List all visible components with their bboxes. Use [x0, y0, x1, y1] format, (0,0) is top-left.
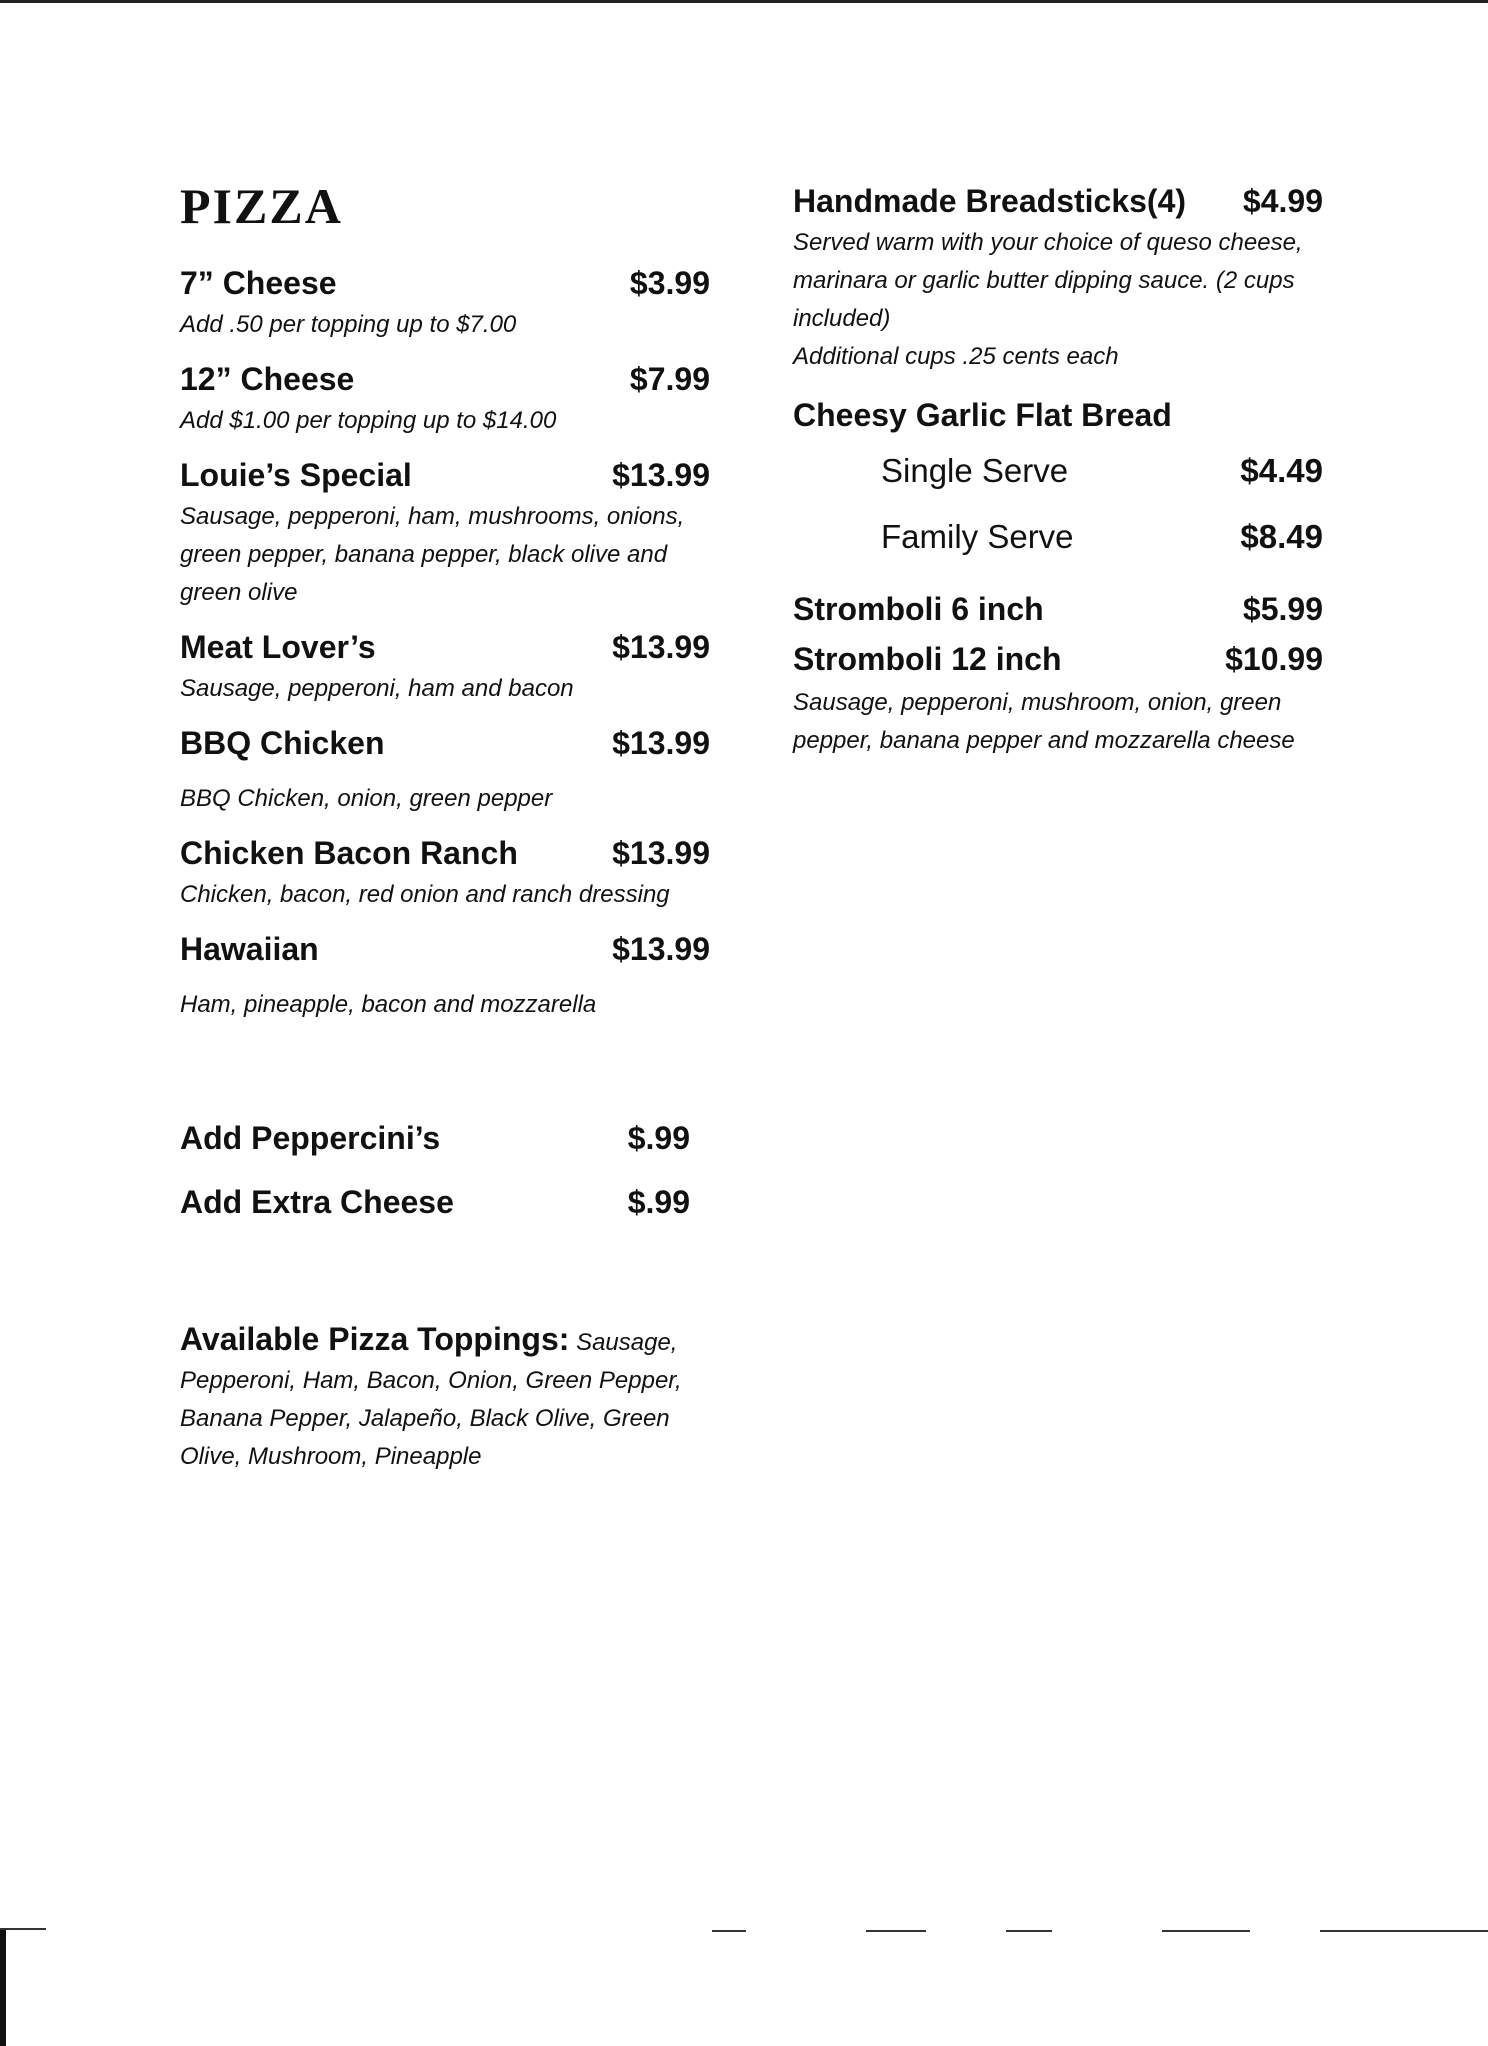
- option-name: Single Serve: [881, 452, 1069, 489]
- option-name: Family Serve: [881, 518, 1074, 555]
- item-description: Add $1.00 per topping up to $14.00: [180, 407, 557, 434]
- item-price: $13.99: [612, 725, 710, 761]
- toppings-block: [180, 1320, 710, 1476]
- menu-item-row: [180, 452, 710, 498]
- section-title-pizza: PIZZA: [180, 178, 343, 234]
- menu-item: [180, 624, 710, 708]
- item-name: Chicken Bacon Ranch: [180, 835, 518, 871]
- scan-dash: [1320, 1930, 1488, 1932]
- scan-dash: [712, 1930, 746, 1932]
- item-price: $7.99: [629, 361, 710, 397]
- item-name: Handmade Breadsticks(4): [793, 183, 1187, 219]
- option-price: $4.49: [1240, 452, 1323, 489]
- item-name: Stromboli 12 inch: [793, 641, 1062, 677]
- item-name: Hawaiian: [180, 931, 319, 967]
- menu-item-row: [180, 830, 710, 876]
- menu-item: [180, 720, 710, 818]
- item-description: Ham, pineapple, bacon and mozzarella: [180, 991, 597, 1018]
- item-name: Stromboli 6 inch: [793, 591, 1044, 627]
- menu-item: [180, 830, 710, 914]
- scan-dash: [1162, 1930, 1250, 1932]
- pizza-column: [180, 176, 710, 1476]
- item-name: 7” Cheese: [180, 265, 337, 301]
- menu-item-row: [180, 720, 710, 766]
- menu-item-row: [793, 392, 1323, 438]
- menu-item-row: [180, 356, 710, 402]
- item-price: $13.99: [612, 457, 710, 493]
- item-description: Served warm with your choice of queso cheese, marinara or garlic butter dipping sauce. (2 cups included): [793, 229, 1303, 332]
- item-name: BBQ Chicken: [180, 725, 385, 761]
- menu-item-row: [793, 634, 1323, 684]
- sides-column: [793, 178, 1323, 772]
- menu-item-row: [793, 178, 1323, 224]
- addon-row: [180, 1170, 710, 1234]
- item-price: $13.99: [612, 931, 710, 967]
- item-description: Sausage, pepperoni, mushroom, onion, green pepper, banana pepper and mozzarella cheese: [793, 689, 1295, 754]
- item-name: Louie’s Special: [180, 457, 412, 493]
- scan-edge-left: [0, 1928, 6, 2046]
- item-description: Add .50 per topping up to $7.00: [180, 311, 517, 338]
- toppings-label: Available Pizza Toppings:: [180, 1321, 570, 1357]
- scan-dash: [0, 1928, 46, 1930]
- option-price: $8.49: [1240, 518, 1323, 555]
- item-description: Sausage, pepperoni, ham, mushrooms, onions, green pepper, banana pepper, black olive and green olive: [180, 503, 685, 606]
- item-name: Meat Lover’s: [180, 629, 376, 665]
- scan-edge-top: [0, 0, 1488, 3]
- item-description: BBQ Chicken, onion, green pepper: [180, 785, 553, 812]
- item-price: $13.99: [612, 629, 710, 665]
- item-price: $3.99: [629, 265, 710, 301]
- item-price: $10.99: [1225, 641, 1323, 677]
- item-description-extra: Additional cups .25 cents each: [793, 343, 1119, 370]
- toppings-list: Sausage, Pepperoni, Ham, Bacon, Onion, Green Pepper, Banana Pepper, Jalapeño, Black Olive, Green Olive, Mushroom, Pineapple: [180, 1329, 682, 1470]
- menu-item: [180, 356, 710, 440]
- menu-item-flatbread: [793, 392, 1323, 570]
- menu-item: [180, 452, 710, 612]
- addon-name: Add Peppercini’s: [180, 1120, 441, 1156]
- flatbread-option: [793, 504, 1323, 570]
- menu-item-breadsticks: [793, 178, 1323, 376]
- addon-price: $.99: [627, 1184, 690, 1220]
- addon-row: [180, 1106, 710, 1170]
- item-price: $13.99: [612, 835, 710, 871]
- addon-price: $.99: [627, 1120, 690, 1156]
- item-name: Cheesy Garlic Flat Bread: [793, 397, 1172, 433]
- item-price: $5.99: [1242, 591, 1323, 627]
- addons-list: [180, 1106, 710, 1234]
- item-description: Sausage, pepperoni, ham and bacon: [180, 675, 574, 702]
- menu-item: [180, 260, 710, 344]
- item-price: $4.99: [1242, 183, 1323, 219]
- item-name: 12” Cheese: [180, 361, 355, 397]
- flatbread-option: [793, 438, 1323, 504]
- scan-dash: [1006, 1930, 1052, 1932]
- menu-item-row: [793, 584, 1323, 634]
- addon-name: Add Extra Cheese: [180, 1184, 454, 1220]
- menu-item-row: [180, 926, 710, 972]
- menu-item-row: [180, 260, 710, 306]
- menu-item: [180, 926, 710, 1024]
- item-description: Chicken, bacon, red onion and ranch dressing: [180, 881, 670, 908]
- scan-dash: [866, 1930, 926, 1932]
- menu-item-stromboli: [793, 584, 1323, 760]
- menu-item-row: [180, 624, 710, 670]
